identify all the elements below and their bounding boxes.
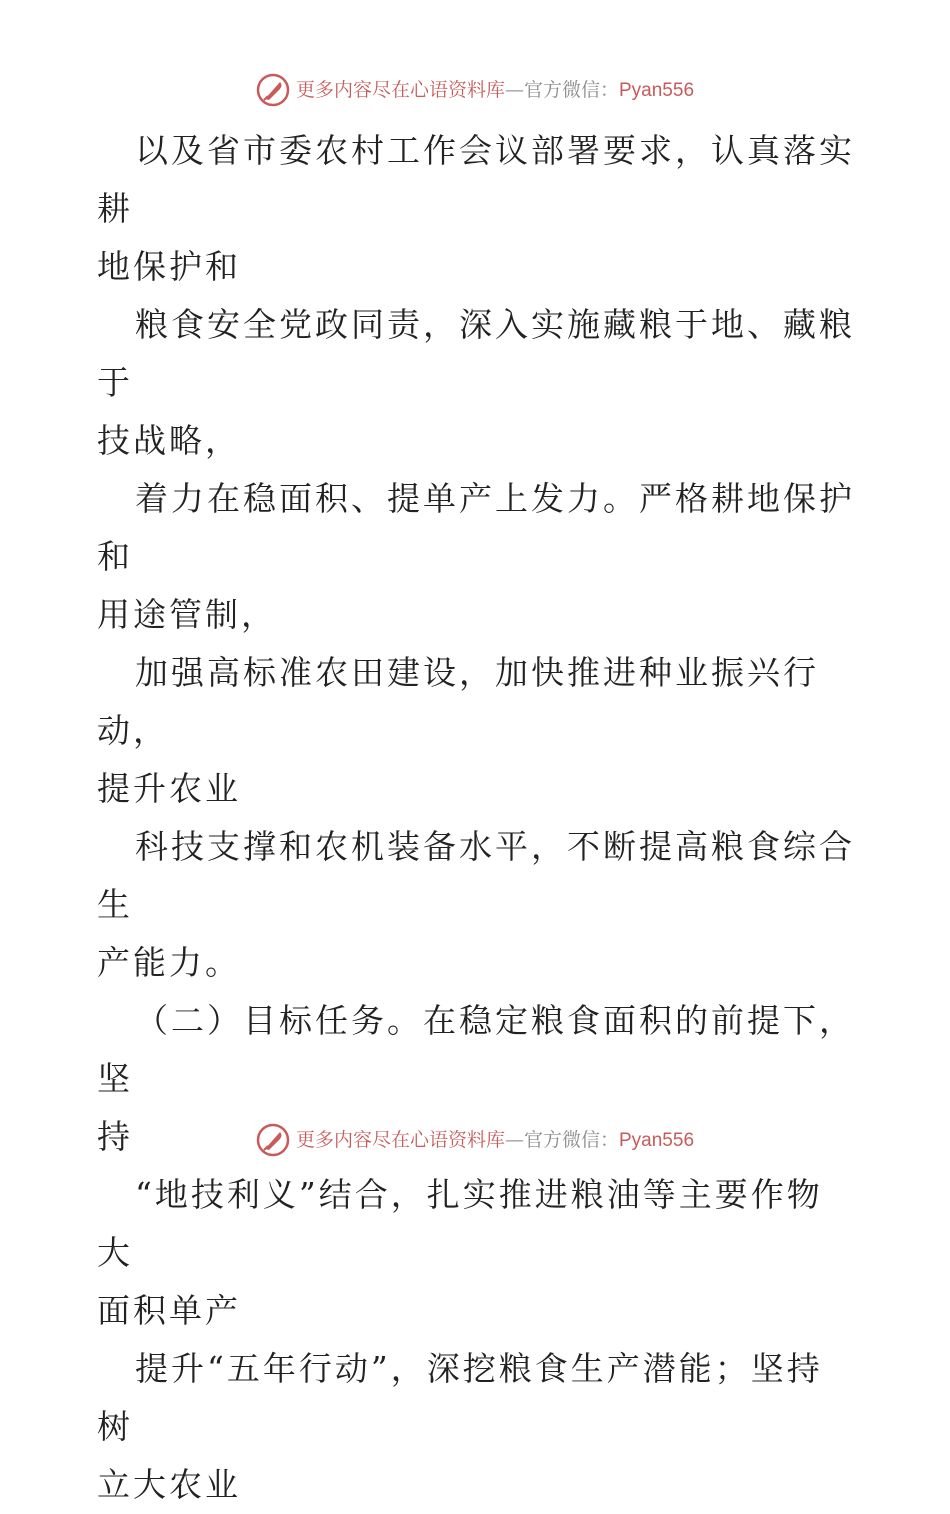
banner-wechat-label: 官方微信： [523, 78, 619, 101]
paragraph-line: 产能力。 [97, 943, 241, 982]
paragraph-line: 以及省市委农村工作会议部署要求，认真落实耕 [97, 131, 855, 228]
paragraph-line: 粮食安全党政同责，深入实施藏粮于地、藏粮于 [97, 305, 855, 402]
banner-dash: — [504, 1128, 524, 1151]
paragraph-line: 科技支撑和农机装备水平，不断提高粮食综合生 [97, 827, 855, 924]
paragraph-line: （二）目标任务。在稳定粮食面积的前提下，坚 [97, 1001, 855, 1098]
paragraph-line: 地保护和 [97, 247, 241, 286]
paragraph-line: 持 [97, 1117, 133, 1156]
paragraph [97, 818, 857, 992]
footer-banner-text [295, 1128, 695, 1151]
paragraph-line: 提升“五年行动”，深挖粮食生产潜能；坚持树 [97, 1349, 823, 1446]
paragraph [97, 644, 857, 818]
paragraph-line: 立大农业 [97, 1465, 241, 1504]
banner-lead-text: 更多内容尽在心语资料库 [295, 1128, 505, 1151]
banner-wechat-label: 官方微信： [523, 1128, 619, 1151]
banner-account: Pyan556 [619, 1129, 695, 1151]
feather-pen-logo-icon [256, 73, 290, 107]
feather-pen-logo-icon [256, 1123, 290, 1157]
paragraph-line: 着力在稳面积、提单产上发力。严格耕地保护和 [97, 479, 855, 576]
paragraph-line: 面积单产 [97, 1291, 241, 1330]
paragraph [97, 470, 857, 644]
paragraph-line: 加强高标准农田建设，加快推进种业振兴行动， [97, 653, 819, 750]
paragraph-line: 技战略， [97, 421, 241, 460]
footer-banner [0, 1120, 950, 1160]
paragraph-line: 提升农业 [97, 769, 241, 808]
header-banner-text [295, 78, 695, 101]
document-body [97, 122, 857, 1514]
paragraph [97, 1340, 857, 1514]
paragraph [97, 1166, 857, 1340]
banner-lead-text: 更多内容尽在心语资料库 [295, 78, 505, 101]
paragraph [97, 122, 857, 296]
banner-dash: — [504, 78, 524, 101]
banner-account: Pyan556 [619, 79, 695, 101]
header-banner [0, 70, 950, 110]
paragraph-line: 用途管制， [97, 595, 277, 634]
paragraph [97, 296, 857, 470]
paragraph-line: “地技利义”结合，扎实推进粮油等主要作物大 [97, 1175, 823, 1272]
